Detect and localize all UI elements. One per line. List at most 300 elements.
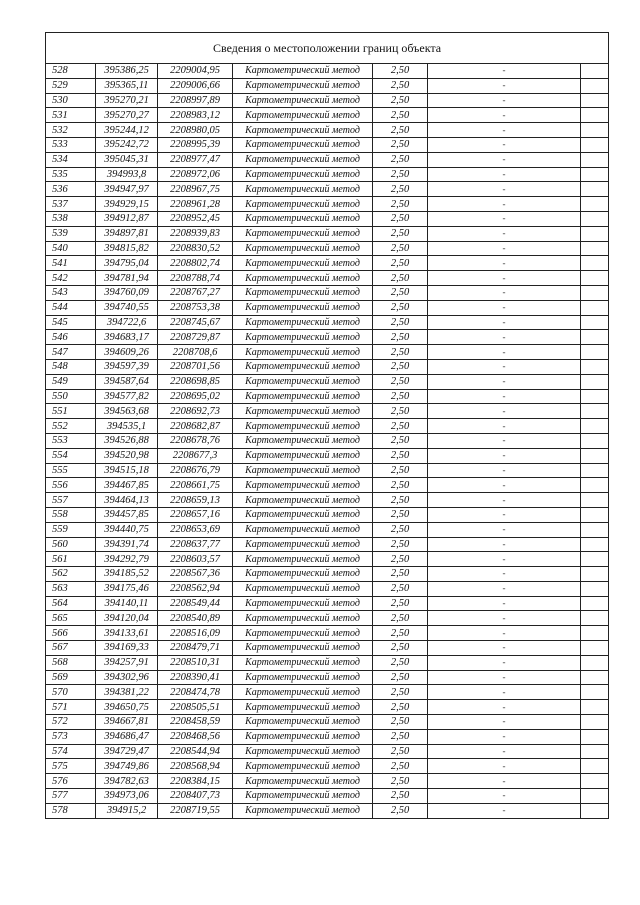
coordinate-x: 394795,04	[96, 256, 158, 271]
accuracy-cell: 2,50	[373, 300, 428, 315]
coordinate-y: 2208468,56	[158, 729, 233, 744]
description-cell: -	[428, 197, 581, 212]
method-cell: Картометрический метод	[233, 715, 373, 730]
method-cell: Картометрический метод	[233, 64, 373, 79]
table-row	[46, 433, 609, 448]
coordinate-y: 2208939,83	[158, 226, 233, 241]
coordinate-x: 395244,12	[96, 123, 158, 138]
empty-cell	[581, 137, 609, 152]
table-row	[46, 759, 609, 774]
accuracy-cell: 2,50	[373, 167, 428, 182]
coordinate-x: 394760,09	[96, 285, 158, 300]
method-cell: Картометрический метод	[233, 419, 373, 434]
table-row	[46, 596, 609, 611]
accuracy-cell: 2,50	[373, 774, 428, 789]
method-cell: Картометрический метод	[233, 626, 373, 641]
accuracy-cell: 2,50	[373, 152, 428, 167]
coordinate-y: 2208390,41	[158, 670, 233, 685]
empty-cell	[581, 448, 609, 463]
method-cell: Картометрический метод	[233, 182, 373, 197]
accuracy-cell: 2,50	[373, 404, 428, 419]
method-cell: Картометрический метод	[233, 389, 373, 404]
accuracy-cell: 2,50	[373, 567, 428, 582]
table-row	[46, 552, 609, 567]
empty-cell	[581, 93, 609, 108]
method-cell: Картометрический метод	[233, 167, 373, 182]
coordinate-y: 2208719,55	[158, 803, 233, 818]
accuracy-cell: 2,50	[373, 419, 428, 434]
empty-cell	[581, 78, 609, 93]
coordinate-x: 394467,85	[96, 478, 158, 493]
accuracy-cell: 2,50	[373, 330, 428, 345]
table-row	[46, 226, 609, 241]
coordinate-x: 394577,82	[96, 389, 158, 404]
method-cell: Картометрический метод	[233, 789, 373, 804]
method-cell: Картометрический метод	[233, 78, 373, 93]
empty-cell	[581, 300, 609, 315]
method-cell: Картометрический метод	[233, 123, 373, 138]
coordinate-y: 2208676,79	[158, 463, 233, 478]
accuracy-cell: 2,50	[373, 789, 428, 804]
empty-cell	[581, 285, 609, 300]
coordinate-x: 395242,72	[96, 137, 158, 152]
accuracy-cell: 2,50	[373, 93, 428, 108]
point-number: 546	[46, 330, 96, 345]
table-row	[46, 463, 609, 478]
method-cell: Картометрический метод	[233, 271, 373, 286]
table-row	[46, 641, 609, 656]
method-cell: Картометрический метод	[233, 611, 373, 626]
accuracy-cell: 2,50	[373, 64, 428, 79]
table-row	[46, 78, 609, 93]
point-number: 552	[46, 419, 96, 434]
table-row	[46, 374, 609, 389]
coordinate-y: 2209006,66	[158, 78, 233, 93]
table-row	[46, 123, 609, 138]
coordinate-x: 394381,22	[96, 685, 158, 700]
empty-cell	[581, 774, 609, 789]
description-cell: -	[428, 537, 581, 552]
coordinate-y: 2208567,36	[158, 567, 233, 582]
coordinate-x: 394815,82	[96, 241, 158, 256]
description-cell: -	[428, 463, 581, 478]
method-cell: Картометрический метод	[233, 744, 373, 759]
description-cell: -	[428, 211, 581, 226]
point-number: 553	[46, 433, 96, 448]
table-row	[46, 345, 609, 360]
method-cell: Картометрический метод	[233, 700, 373, 715]
description-cell: -	[428, 803, 581, 818]
accuracy-cell: 2,50	[373, 655, 428, 670]
coordinate-y: 2208659,13	[158, 493, 233, 508]
description-cell: -	[428, 64, 581, 79]
accuracy-cell: 2,50	[373, 197, 428, 212]
point-number: 567	[46, 641, 96, 656]
coordinate-x: 394729,47	[96, 744, 158, 759]
description-cell: -	[428, 241, 581, 256]
empty-cell	[581, 108, 609, 123]
point-number: 541	[46, 256, 96, 271]
coordinate-x: 394520,98	[96, 448, 158, 463]
empty-cell	[581, 670, 609, 685]
coordinate-x: 394597,39	[96, 359, 158, 374]
empty-cell	[581, 581, 609, 596]
table-row	[46, 670, 609, 685]
empty-cell	[581, 182, 609, 197]
point-number: 563	[46, 581, 96, 596]
point-number: 561	[46, 552, 96, 567]
table-row	[46, 404, 609, 419]
point-number: 558	[46, 507, 96, 522]
coordinate-y: 2208562,94	[158, 581, 233, 596]
point-number: 533	[46, 137, 96, 152]
description-cell: -	[428, 152, 581, 167]
point-number: 531	[46, 108, 96, 123]
coordinate-y: 2208708,6	[158, 345, 233, 360]
accuracy-cell: 2,50	[373, 433, 428, 448]
point-number: 548	[46, 359, 96, 374]
table-row	[46, 419, 609, 434]
point-number: 555	[46, 463, 96, 478]
point-number: 545	[46, 315, 96, 330]
empty-cell	[581, 715, 609, 730]
coordinate-x: 394973,06	[96, 789, 158, 804]
point-number: 532	[46, 123, 96, 138]
empty-cell	[581, 374, 609, 389]
method-cell: Картометрический метод	[233, 803, 373, 818]
coordinate-y: 2208995,39	[158, 137, 233, 152]
empty-cell	[581, 626, 609, 641]
point-number: 539	[46, 226, 96, 241]
coordinate-y: 2208961,28	[158, 197, 233, 212]
coordinate-y: 2208767,27	[158, 285, 233, 300]
coordinate-x: 394140,11	[96, 596, 158, 611]
coordinate-y: 2208977,47	[158, 152, 233, 167]
point-number: 576	[46, 774, 96, 789]
method-cell: Картометрический метод	[233, 197, 373, 212]
description-cell: -	[428, 744, 581, 759]
table-row	[46, 700, 609, 715]
table-row	[46, 715, 609, 730]
coordinate-x: 395045,31	[96, 152, 158, 167]
coordinate-y: 2208505,51	[158, 700, 233, 715]
coordinate-x: 394120,04	[96, 611, 158, 626]
point-number: 562	[46, 567, 96, 582]
accuracy-cell: 2,50	[373, 256, 428, 271]
accuracy-cell: 2,50	[373, 522, 428, 537]
point-number: 566	[46, 626, 96, 641]
empty-cell	[581, 522, 609, 537]
description-cell: -	[428, 330, 581, 345]
description-cell: -	[428, 182, 581, 197]
coordinate-y: 2208510,31	[158, 655, 233, 670]
coordinate-x: 394535,1	[96, 419, 158, 434]
accuracy-cell: 2,50	[373, 552, 428, 567]
description-cell: -	[428, 359, 581, 374]
method-cell: Картометрический метод	[233, 211, 373, 226]
table-row	[46, 211, 609, 226]
empty-cell	[581, 611, 609, 626]
coordinate-x: 394175,46	[96, 581, 158, 596]
description-cell: -	[428, 345, 581, 360]
coordinate-y: 2208980,05	[158, 123, 233, 138]
description-cell: -	[428, 596, 581, 611]
accuracy-cell: 2,50	[373, 108, 428, 123]
table-row	[46, 182, 609, 197]
description-cell: -	[428, 655, 581, 670]
table-row	[46, 285, 609, 300]
method-cell: Картометрический метод	[233, 685, 373, 700]
accuracy-cell: 2,50	[373, 478, 428, 493]
table-row	[46, 271, 609, 286]
accuracy-cell: 2,50	[373, 448, 428, 463]
accuracy-cell: 2,50	[373, 611, 428, 626]
description-cell: -	[428, 256, 581, 271]
coordinate-y: 2208678,76	[158, 433, 233, 448]
point-number: 551	[46, 404, 96, 419]
empty-cell	[581, 123, 609, 138]
description-cell: -	[428, 404, 581, 419]
method-cell: Картометрический метод	[233, 285, 373, 300]
table-row	[46, 493, 609, 508]
description-cell: -	[428, 641, 581, 656]
method-cell: Картометрический метод	[233, 537, 373, 552]
coordinate-x: 394464,13	[96, 493, 158, 508]
coordinate-y: 2208653,69	[158, 522, 233, 537]
method-cell: Картометрический метод	[233, 552, 373, 567]
description-cell: -	[428, 789, 581, 804]
table-title: Сведения о местоположении границ объекта	[46, 33, 609, 64]
point-number: 565	[46, 611, 96, 626]
coordinate-x: 394667,81	[96, 715, 158, 730]
table-row	[46, 567, 609, 582]
point-number: 537	[46, 197, 96, 212]
description-cell: -	[428, 611, 581, 626]
accuracy-cell: 2,50	[373, 759, 428, 774]
coordinate-y: 2208516,09	[158, 626, 233, 641]
empty-cell	[581, 197, 609, 212]
coordinate-x: 395270,21	[96, 93, 158, 108]
description-cell: -	[428, 685, 581, 700]
method-cell: Картометрический метод	[233, 759, 373, 774]
coordinate-y: 2208997,89	[158, 93, 233, 108]
point-number: 528	[46, 64, 96, 79]
accuracy-cell: 2,50	[373, 581, 428, 596]
point-number: 534	[46, 152, 96, 167]
empty-cell	[581, 419, 609, 434]
point-number: 536	[46, 182, 96, 197]
coordinate-x: 394257,91	[96, 655, 158, 670]
description-cell: -	[428, 315, 581, 330]
accuracy-cell: 2,50	[373, 374, 428, 389]
description-cell: -	[428, 137, 581, 152]
table-row	[46, 626, 609, 641]
empty-cell	[581, 64, 609, 79]
coordinate-x: 394609,26	[96, 345, 158, 360]
accuracy-cell: 2,50	[373, 241, 428, 256]
point-number: 569	[46, 670, 96, 685]
accuracy-cell: 2,50	[373, 537, 428, 552]
coordinate-y: 2208692,73	[158, 404, 233, 419]
accuracy-cell: 2,50	[373, 137, 428, 152]
method-cell: Картометрический метод	[233, 478, 373, 493]
coordinate-x: 394587,64	[96, 374, 158, 389]
point-number: 577	[46, 789, 96, 804]
empty-cell	[581, 596, 609, 611]
point-number: 564	[46, 596, 96, 611]
point-number: 560	[46, 537, 96, 552]
table-row	[46, 744, 609, 759]
method-cell: Картометрический метод	[233, 463, 373, 478]
method-cell: Картометрический метод	[233, 729, 373, 744]
table-row	[46, 448, 609, 463]
description-cell: -	[428, 581, 581, 596]
description-cell: -	[428, 389, 581, 404]
method-cell: Картометрический метод	[233, 374, 373, 389]
empty-cell	[581, 345, 609, 360]
accuracy-cell: 2,50	[373, 641, 428, 656]
empty-cell	[581, 256, 609, 271]
description-cell: -	[428, 759, 581, 774]
coordinate-y: 2208745,67	[158, 315, 233, 330]
point-number: 568	[46, 655, 96, 670]
description-cell: -	[428, 567, 581, 582]
point-number: 550	[46, 389, 96, 404]
accuracy-cell: 2,50	[373, 493, 428, 508]
coordinate-x: 394440,75	[96, 522, 158, 537]
coordinate-x: 394169,33	[96, 641, 158, 656]
table-row	[46, 137, 609, 152]
method-cell: Картометрический метод	[233, 670, 373, 685]
coordinate-x: 394391,74	[96, 537, 158, 552]
empty-cell	[581, 211, 609, 226]
empty-cell	[581, 359, 609, 374]
empty-cell	[581, 700, 609, 715]
accuracy-cell: 2,50	[373, 670, 428, 685]
method-cell: Картометрический метод	[233, 359, 373, 374]
accuracy-cell: 2,50	[373, 596, 428, 611]
method-cell: Картометрический метод	[233, 433, 373, 448]
empty-cell	[581, 493, 609, 508]
method-cell: Картометрический метод	[233, 774, 373, 789]
description-cell: -	[428, 774, 581, 789]
accuracy-cell: 2,50	[373, 211, 428, 226]
method-cell: Картометрический метод	[233, 315, 373, 330]
method-cell: Картометрический метод	[233, 256, 373, 271]
empty-cell	[581, 685, 609, 700]
accuracy-cell: 2,50	[373, 359, 428, 374]
coordinate-y: 2208568,94	[158, 759, 233, 774]
table-row	[46, 581, 609, 596]
coordinate-y: 2209004,95	[158, 64, 233, 79]
coordinate-y: 2208753,38	[158, 300, 233, 315]
empty-cell	[581, 478, 609, 493]
table-row	[46, 359, 609, 374]
point-number: 540	[46, 241, 96, 256]
coordinate-y: 2208474,78	[158, 685, 233, 700]
empty-cell	[581, 271, 609, 286]
point-number: 542	[46, 271, 96, 286]
method-cell: Картометрический метод	[233, 448, 373, 463]
table-row	[46, 537, 609, 552]
coordinate-y: 2208407,73	[158, 789, 233, 804]
table-row	[46, 655, 609, 670]
method-cell: Картометрический метод	[233, 93, 373, 108]
coordinate-y: 2208603,57	[158, 552, 233, 567]
table-row	[46, 167, 609, 182]
empty-cell	[581, 567, 609, 582]
empty-cell	[581, 655, 609, 670]
empty-cell	[581, 167, 609, 182]
table-row	[46, 389, 609, 404]
description-cell: -	[428, 271, 581, 286]
coordinate-y: 2208701,56	[158, 359, 233, 374]
accuracy-cell: 2,50	[373, 626, 428, 641]
description-cell: -	[428, 552, 581, 567]
empty-cell	[581, 315, 609, 330]
point-number: 571	[46, 700, 96, 715]
description-cell: -	[428, 374, 581, 389]
coordinate-y: 2208479,71	[158, 641, 233, 656]
coordinate-x: 395270,27	[96, 108, 158, 123]
table-row	[46, 803, 609, 818]
coordinate-x: 394782,63	[96, 774, 158, 789]
accuracy-cell: 2,50	[373, 685, 428, 700]
table-row	[46, 93, 609, 108]
table-row	[46, 152, 609, 167]
coordinate-x: 394563,68	[96, 404, 158, 419]
empty-cell	[581, 537, 609, 552]
point-number: 570	[46, 685, 96, 700]
method-cell: Картометрический метод	[233, 226, 373, 241]
coordinate-y: 2208657,16	[158, 507, 233, 522]
coordinate-y: 2208983,12	[158, 108, 233, 123]
table-row	[46, 685, 609, 700]
coordinate-y: 2208637,77	[158, 537, 233, 552]
coordinate-x: 394897,81	[96, 226, 158, 241]
table-row	[46, 330, 609, 345]
description-cell: -	[428, 700, 581, 715]
description-cell: -	[428, 123, 581, 138]
document-sheet	[45, 32, 608, 819]
accuracy-cell: 2,50	[373, 78, 428, 93]
coordinate-x: 394650,75	[96, 700, 158, 715]
point-number: 573	[46, 729, 96, 744]
description-cell: -	[428, 419, 581, 434]
method-cell: Картометрический метод	[233, 493, 373, 508]
method-cell: Картометрический метод	[233, 330, 373, 345]
empty-cell	[581, 744, 609, 759]
coordinate-x: 394749,86	[96, 759, 158, 774]
coordinate-y: 2208384,15	[158, 774, 233, 789]
coordinate-y: 2208967,75	[158, 182, 233, 197]
point-number: 557	[46, 493, 96, 508]
method-cell: Картометрический метод	[233, 581, 373, 596]
coordinate-x: 395386,25	[96, 64, 158, 79]
coordinate-y: 2208677,3	[158, 448, 233, 463]
empty-cell	[581, 404, 609, 419]
empty-cell	[581, 641, 609, 656]
table-row	[46, 197, 609, 212]
coordinate-x: 394292,79	[96, 552, 158, 567]
description-cell: -	[428, 78, 581, 93]
table-row	[46, 315, 609, 330]
table-row	[46, 64, 609, 79]
coordinate-y: 2208549,44	[158, 596, 233, 611]
description-cell: -	[428, 729, 581, 744]
coordinate-y: 2208952,45	[158, 211, 233, 226]
accuracy-cell: 2,50	[373, 285, 428, 300]
